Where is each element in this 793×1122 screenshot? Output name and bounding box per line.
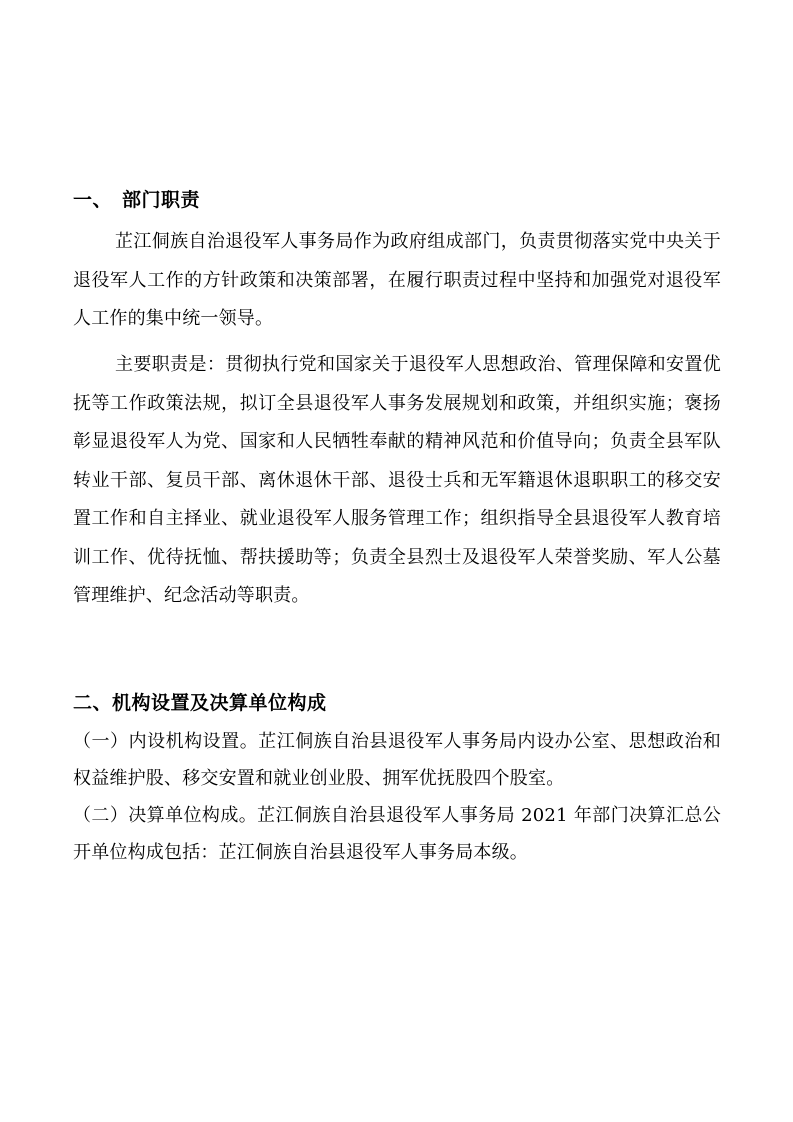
section-1-title: 部门职责 [122, 189, 201, 211]
section-2-item-1: （一）内设机构设置。芷江侗族自治县退役军人事务局内设办公室、思想政治和权益维护股、移交安置和就业创业股、拥军优抚股四个股室。 [73, 731, 721, 789]
section-1-heading [73, 187, 200, 213]
section-1-paragraph-2: 主要职责是：贯彻执行党和国家关于退役军人思想政治、管理保障和安置优抚等工作政策法规，拟订全县退役军人事务发展规划和政策，并组织实施；褒扬彰显退役军人为党、国家和人民牺牲奉献的精神风范和价值导向；负责全县军队转业干部、复员干部、离休退休干部、退役士兵和无军籍退休退职职工的移交安置工作和自主择业、就业退役军人服务管理工作；组织指导全县退役军人教育培训工作、优待抚恤、帮扶援助等；负责全县烈士及退役军人荣誉奖励、军人公墓管理维护、纪念活动等职责。 [73, 354, 721, 606]
section-2-item-2: （二）决算单位构成。芷江侗族自治县退役军人事务局 2021 年部门决算汇总公开单位构成包括：芷江侗族自治县退役军人事务局本级。 [73, 805, 721, 863]
section-2-heading: 二、机构设置及决算单位构成 [73, 692, 327, 714]
section-1-number: 一、 [73, 189, 113, 211]
section-1-paragraph-1: 芷江侗族自治退役军人事务局作为政府组成部门，负责贯彻落实党中央关于退役军人工作的方针政策和决策部署，在履行职责过程中坚持和加强党对退役军人工作的集中统一领导。 [73, 231, 721, 329]
